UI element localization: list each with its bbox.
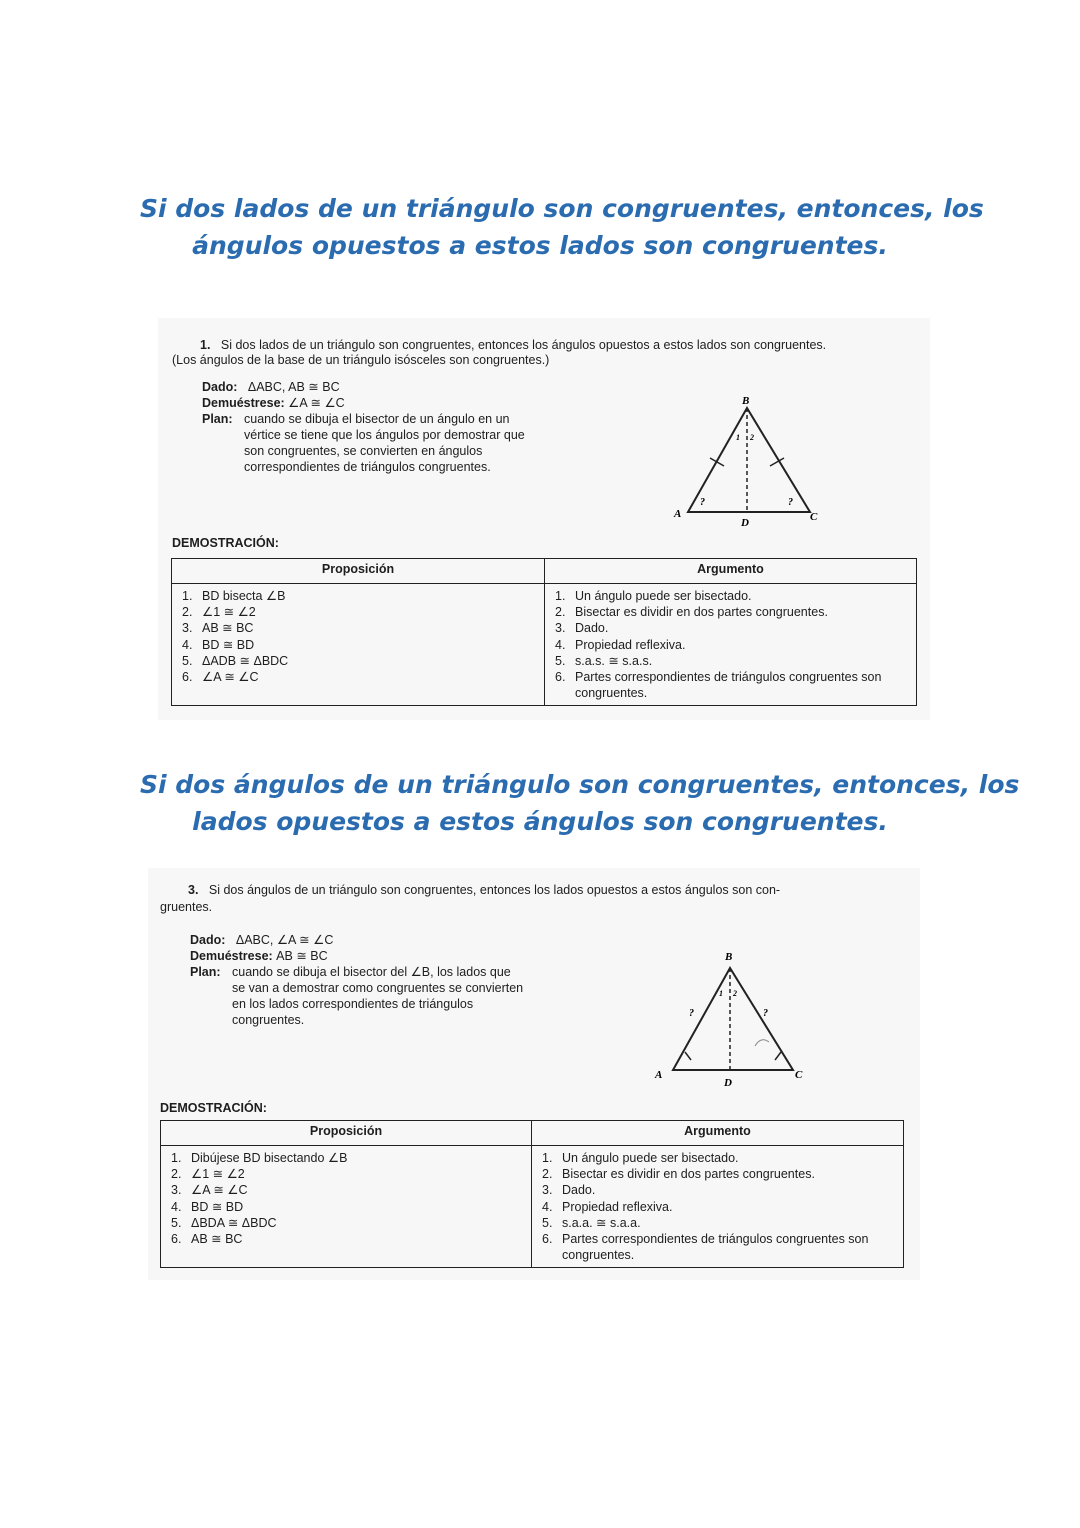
theorem2-plan-label: Plan:: [190, 965, 221, 979]
theorem2-proof-table: [160, 1120, 904, 1268]
theorem2-demostracion-label: DEMOSTRACIÓN:: [160, 1101, 267, 1115]
theorem2-heading: [140, 766, 1020, 840]
theorem2-dado-value: ΔABC, ∠A ≅ ∠C: [235, 933, 334, 947]
theorem1-plan-value: cuando se dibuja el bisector de un ángulo en un vértice se tiene que los ángulos por demostrar que son congruentes, se convierten en ángulos correspondientes de triángulos congruentes.: [244, 412, 525, 474]
theorem1-demostracion-label: DEMOSTRACIÓN:: [172, 536, 279, 550]
theorem2-label-a: A: [655, 1069, 663, 1081]
theorem1-label-d: D: [741, 517, 749, 529]
theorem1-angle1-label: 1: [736, 433, 740, 442]
theorem1-angle-a-unknown: ?: [700, 497, 705, 508]
table-row: 3. AB ≅ BC: [182, 621, 254, 636]
theorem2-heading-line2: lados opuestos a estos ángulos son congruentes.: [192, 807, 888, 836]
theorem2-plan-value: cuando se dibuja el bisector del ∠B, los lados que se van a demostrar como congruentes se convierten en los lados correspondientes de triángulos congruentes.: [232, 965, 524, 1027]
table-row: 5. ΔBDA ≅ ΔBDC: [171, 1215, 277, 1230]
theorem2-pencil-mark: [755, 1040, 769, 1046]
theorem1-proposiciones-cell: [172, 584, 545, 706]
table-row: 6. AB ≅ BC: [171, 1232, 243, 1247]
theorem1-col-proposicion: Proposición: [172, 559, 545, 584]
table-row: 4. Propiedad reflexiva.: [555, 637, 686, 652]
table-row: 6. Partes correspondientes de triángulos congruentes son congruentes.: [542, 1232, 869, 1263]
table-row: 2. Bisectar es dividir en dos partes congruentes.: [542, 1167, 815, 1182]
table-row: 4. Propiedad reflexiva.: [542, 1199, 673, 1214]
theorem1-triangle-figure: [660, 390, 840, 530]
theorem2-col-proposicion: Proposición: [161, 1121, 532, 1146]
theorem1-label-a: A: [674, 508, 682, 520]
table-row: 1. Un ángulo puede ser bisectado.: [542, 1151, 739, 1165]
theorem1-label-c: C: [810, 511, 818, 523]
theorem1-proof-table: [171, 558, 917, 706]
theorem1-col-argumento: Argumento: [545, 559, 917, 584]
theorem2-given-block: [190, 932, 530, 1028]
theorem2-triangle: [673, 968, 793, 1070]
theorem1-heading: [140, 190, 984, 264]
theorem2-demuestrese-label: Demuéstrese:: [190, 949, 273, 963]
theorem1-intro-line1: [200, 337, 826, 353]
theorem2-label-b: B: [725, 951, 733, 963]
table-row: 3. ∠A ≅ ∠C: [171, 1183, 248, 1198]
table-row: 1. Dibújese BD bisectando ∠B: [171, 1151, 348, 1165]
table-row: 2. ∠1 ≅ ∠2: [171, 1167, 245, 1182]
theorem1-plan-label: Plan:: [202, 412, 233, 426]
theorem2-statement: Si dos ángulos de un triángulo son congruentes, entonces los lados opuestos a estos ángulos son con-: [208, 883, 781, 897]
table-row: 5. s.a.a. ≅ s.a.a.: [542, 1215, 641, 1230]
theorem1-heading-line2: ángulos opuestos a estos lados son congruentes.: [192, 231, 888, 260]
theorem2-argumentos-cell: [532, 1146, 904, 1268]
table-row: 3. Dado.: [555, 621, 609, 636]
table-row: 2. Bisectar es dividir en dos partes congruentes.: [555, 605, 828, 620]
table-row: 4. BD ≅ BD: [182, 637, 255, 652]
table-row: 4. BD ≅ BD: [171, 1199, 244, 1214]
theorem2-intro-line1: [188, 882, 780, 898]
theorem1-intro-line2: (Los ángulos de la base de un triángulo isósceles son congruentes.): [172, 353, 550, 367]
theorem2-angle-c-mark: [775, 1052, 781, 1060]
table-row: 6. ∠A ≅ ∠C: [182, 670, 259, 685]
theorem1-label-b: B: [742, 395, 750, 407]
theorem1-angle2-label: 2: [750, 433, 754, 442]
theorem2-heading-line1: Si dos ángulos de un triángulo son congruentes, entonces, los: [140, 770, 1020, 799]
table-row: 1. Un ángulo puede ser bisectado.: [555, 589, 752, 603]
table-row: 6. Partes correspondientes de triángulos congruentes son congruentes.: [555, 670, 882, 701]
theorem1-demuestrese-value: ∠A ≅ ∠C: [288, 396, 345, 410]
theorem2-number: 3.: [188, 883, 199, 897]
theorem2-dado-label: Dado:: [190, 933, 226, 947]
theorem1-demuestrese-label: Demuéstrese:: [202, 396, 285, 410]
theorem2-angle2-label: 2: [733, 989, 737, 998]
theorem1-given-block: [202, 379, 542, 475]
theorem2-proposiciones-cell: [161, 1146, 532, 1268]
theorem2-triangle-figure: [645, 946, 825, 1089]
theorem2-side-bc-unknown: ?: [763, 1008, 768, 1019]
theorem2-label-c: C: [795, 1069, 803, 1081]
theorem1-number: 1.: [200, 338, 211, 352]
table-row: 1. BD bisecta ∠B: [182, 589, 286, 603]
theorem1-statement: Si dos lados de un triángulo son congruentes, entonces los ángulos opuestos a estos lados son congruentes.: [220, 338, 827, 352]
theorem1-angle-c-unknown: ?: [788, 497, 793, 508]
theorem1-argumentos-cell: [545, 584, 917, 706]
theorem2-angle-a-mark: [685, 1052, 691, 1060]
theorem2-intro-line2: gruentes.: [160, 900, 213, 914]
table-row: 2. ∠1 ≅ ∠2: [182, 605, 256, 620]
theorem2-demuestrese-value: AB ≅ BC: [276, 949, 328, 963]
theorem2-angle1-label: 1: [719, 989, 723, 998]
theorem1-heading-line1: Si dos lados de un triángulo son congruentes, entonces, los: [140, 194, 984, 223]
theorem2-col-argumento: Argumento: [532, 1121, 904, 1146]
theorem2-label-d: D: [724, 1077, 732, 1089]
table-row: 5. ΔADB ≅ ΔBDC: [182, 653, 289, 668]
theorem1-dado-value: ΔABC, AB ≅ BC: [247, 380, 340, 394]
theorem1-dado-label: Dado:: [202, 380, 238, 394]
table-row: 5. s.a.s. ≅ s.a.s.: [555, 653, 653, 668]
theorem2-side-ab-unknown: ?: [689, 1008, 694, 1019]
table-row: 3. Dado.: [542, 1183, 596, 1198]
